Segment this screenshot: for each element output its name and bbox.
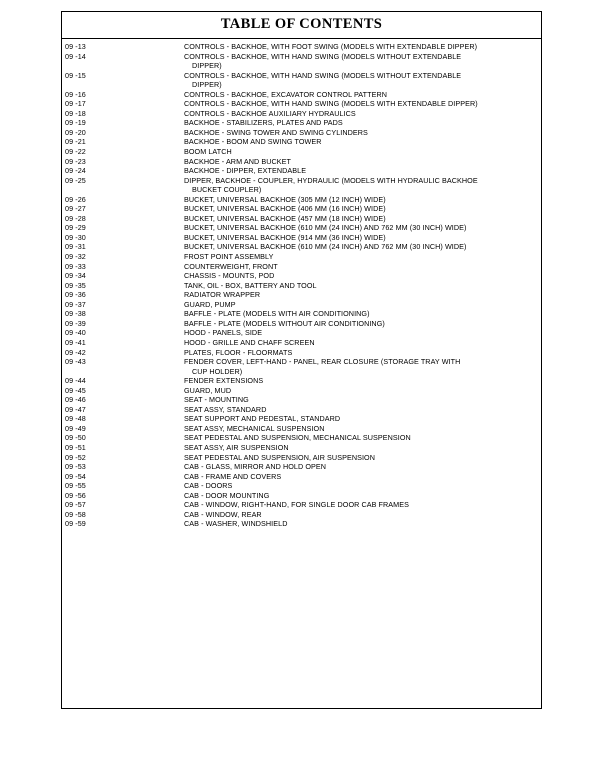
toc-entry-description: [184, 519, 541, 529]
toc-entry[interactable]: [62, 300, 541, 310]
toc-entry-number: 09 -31: [65, 242, 86, 252]
toc-entry-number: 09 -59: [65, 519, 86, 529]
toc-entry-description: [184, 300, 541, 310]
toc-entry-number: 09 -16: [65, 89, 86, 99]
toc-entry-description-line: SEAT SUPPORT AND PEDESTAL, STANDARD: [184, 414, 341, 424]
toc-entry-number: 09 -40: [65, 328, 86, 338]
toc-entry-number: 09 -49: [65, 423, 86, 433]
toc-entry-description: [184, 147, 541, 157]
toc-entry[interactable]: [62, 118, 541, 128]
toc-entry-description: [184, 357, 541, 376]
toc-entry[interactable]: [62, 223, 541, 233]
toc-entry[interactable]: [62, 357, 541, 376]
toc-entry[interactable]: [62, 472, 541, 482]
toc-entry-description-line: BUCKET, UNIVERSAL BACKHOE (305 MM (12 INCH) WIDE): [184, 194, 386, 204]
toc-entry[interactable]: [62, 204, 541, 214]
toc-entry-description-line: SEAT - MOUNTING: [184, 395, 249, 405]
toc-entry[interactable]: [62, 309, 541, 319]
toc-entry-number: 09 -26: [65, 194, 86, 204]
toc-entry-description: [184, 109, 541, 119]
toc-entry-description: [184, 90, 541, 100]
toc-entry-description: [184, 166, 541, 176]
toc-entry[interactable]: [62, 252, 541, 262]
toc-entry-description-continuation: BUCKET COUPLER): [192, 185, 262, 195]
toc-entry-number: 09 -23: [65, 156, 86, 166]
toc-entry-number: 09 -50: [65, 433, 86, 443]
toc-entry-description: [184, 242, 541, 252]
toc-entry-description-line: HOOD - GRILLE AND CHAFF SCREEN: [184, 337, 315, 347]
toc-entry-description: [184, 204, 541, 214]
toc-entry-description-line: CAB - DOORS: [184, 481, 233, 491]
toc-entry[interactable]: [62, 52, 541, 71]
toc-entry-description-line: HOOD - PANELS, SIDE: [184, 328, 263, 338]
toc-entry-description: [184, 214, 541, 224]
toc-entry-description-line: BACKHOE - DIPPER, EXTENDABLE: [184, 166, 307, 176]
toc-entry-description: [184, 157, 541, 167]
toc-entry-description: [184, 453, 541, 463]
toc-entry-number: 09 -56: [65, 490, 86, 500]
toc-entry-description: [184, 481, 541, 491]
toc-entry-description-continuation: CUP HOLDER): [192, 366, 243, 376]
toc-entry-number: 09 -15: [65, 70, 86, 80]
toc-entry-description-line: BACKHOE - BOOM AND SWING TOWER: [184, 137, 322, 147]
table-of-contents-list: [62, 42, 541, 529]
toc-entry[interactable]: [62, 433, 541, 443]
toc-entry-number: 09 -45: [65, 385, 86, 395]
toc-entry[interactable]: [62, 290, 541, 300]
toc-entry[interactable]: [62, 109, 541, 119]
page-title: TABLE OF CONTENTS: [220, 16, 383, 32]
toc-entry-number: 09 -24: [65, 166, 86, 176]
toc-entry-description-line: SEAT ASSY, AIR SUSPENSION: [184, 442, 289, 452]
toc-entry-description-line: FENDER COVER, LEFT-HAND - PANEL, REAR CLOSURE (STORAGE TRAY WITH: [184, 357, 461, 367]
toc-entry-description-line: CONTROLS - BACKHOE, WITH FOOT SWING (MODELS WITH EXTENDABLE DIPPER): [184, 42, 478, 51]
toc-entry-number: 09 -14: [65, 51, 86, 61]
toc-entry[interactable]: [62, 453, 541, 463]
toc-entry[interactable]: [62, 319, 541, 329]
toc-entry-description: [184, 281, 541, 291]
toc-entry-number: 09 -37: [65, 299, 86, 309]
toc-entry[interactable]: [62, 42, 541, 52]
toc-entry-description-line: PLATES, FLOOR - FLOORMATS: [184, 347, 293, 357]
toc-entry-description-line: BUCKET, UNIVERSAL BACKHOE (610 MM (24 INCH) AND 762 MM (30 INCH) WIDE): [184, 223, 467, 233]
toc-entry-number: 09 -32: [65, 252, 86, 262]
toc-entry-number: 09 -29: [65, 223, 86, 233]
toc-entry-number: 09 -20: [65, 127, 86, 137]
toc-entry-description: [184, 462, 541, 472]
toc-entry-description: [184, 223, 541, 233]
toc-entry-description: [184, 472, 541, 482]
toc-entry-number: 09 -58: [65, 509, 86, 519]
toc-entry-description: [184, 252, 541, 262]
toc-entry-description-line: CAB - DOOR MOUNTING: [184, 490, 270, 500]
toc-entry-number: 09 -18: [65, 108, 86, 118]
toc-entry[interactable]: [62, 462, 541, 472]
toc-entry[interactable]: [62, 376, 541, 386]
toc-entry-description-line: CONTROLS - BACKHOE, WITH HAND SWING (MODELS WITH EXTENDABLE DIPPER): [184, 99, 478, 109]
toc-entry-description-line: COUNTERWEIGHT, FRONT: [184, 261, 278, 271]
toc-entry-description-line: CONTROLS - BACKHOE, WITH HAND SWING (MODELS WITHOUT EXTENDABLE: [184, 51, 462, 61]
toc-entry-description: [184, 386, 541, 396]
toc-entry-number: 09 -21: [65, 137, 86, 147]
toc-entry-description: [184, 424, 541, 434]
toc-entry-description-line: SEAT PEDESTAL AND SUSPENSION, AIR SUSPENSION: [184, 452, 375, 462]
toc-entry[interactable]: [62, 147, 541, 157]
toc-entry-description-line: CONTROLS - BACKHOE, EXCAVATOR CONTROL PATTERN: [184, 89, 388, 99]
toc-entry-description-line: CHASSIS - MOUNTS, POD: [184, 271, 275, 281]
toc-entry-description-line: CAB - GLASS, MIRROR AND HOLD OPEN: [184, 462, 327, 472]
toc-entry-description: [184, 414, 541, 424]
toc-entry-description-line: BOOM LATCH: [184, 147, 232, 157]
toc-entry[interactable]: [62, 491, 541, 501]
toc-entry-description-line: CONTROLS - BACKHOE, WITH HAND SWING (MODELS WITHOUT EXTENDABLE: [184, 70, 462, 80]
toc-entry[interactable]: [62, 128, 541, 138]
toc-entry-description: [184, 195, 541, 205]
toc-entry-number: 09 -17: [65, 99, 86, 109]
toc-entry-number: 09 -52: [65, 452, 86, 462]
toc-entry-number: 09 -57: [65, 500, 86, 510]
toc-entry-description: [184, 137, 541, 147]
toc-entry-number: 09 -33: [65, 261, 86, 271]
toc-entry-description: [184, 118, 541, 128]
toc-entry-description-line: BACKHOE - ARM AND BUCKET: [184, 156, 291, 166]
toc-entry-number: 09 -25: [65, 175, 86, 185]
toc-entry-description: [184, 395, 541, 405]
toc-entry-description-line: SEAT PEDESTAL AND SUSPENSION, MECHANICAL SUSPENSION: [184, 433, 411, 443]
toc-entry-description-line: BACKHOE - STABILIZERS, PLATES AND PADS: [184, 118, 343, 128]
toc-entry-description-line: BAFFLE - PLATE (MODELS WITHOUT AIR CONDITIONING): [184, 318, 385, 328]
toc-entry[interactable]: [62, 395, 541, 405]
toc-entry[interactable]: [62, 271, 541, 281]
toc-entry-number: 09 -36: [65, 290, 86, 300]
toc-entry-description-line: BUCKET, UNIVERSAL BACKHOE (610 MM (24 INCH) AND 762 MM (30 INCH) WIDE): [184, 242, 467, 252]
toc-entry[interactable]: [62, 214, 541, 224]
toc-entry[interactable]: [62, 71, 541, 90]
toc-entry-description-continuation: DIPPER): [192, 61, 222, 71]
toc-entry[interactable]: [62, 166, 541, 176]
toc-entry-description: [184, 128, 541, 138]
toc-entry[interactable]: [62, 386, 541, 396]
toc-entry-number: 09 -46: [65, 395, 86, 405]
toc-entry-description: [184, 262, 541, 272]
toc-entry-description-line: TANK, OIL - BOX, BATTERY AND TOOL: [184, 280, 317, 290]
toc-entry-number: 09 -53: [65, 462, 86, 472]
toc-entry-description-line: GUARD, MUD: [184, 385, 232, 395]
toc-entry-number: 09 -13: [65, 42, 86, 51]
toc-entry-number: 09 -30: [65, 232, 86, 242]
toc-entry-number: 09 -55: [65, 481, 86, 491]
toc-entry[interactable]: [62, 500, 541, 510]
toc-entry[interactable]: [62, 405, 541, 415]
toc-entry[interactable]: [62, 195, 541, 205]
toc-entry[interactable]: [62, 176, 541, 195]
toc-entry-number: 09 -41: [65, 337, 86, 347]
toc-entry-number: 09 -42: [65, 347, 86, 357]
toc-entry-description: [184, 491, 541, 501]
toc-entry-description: [184, 500, 541, 510]
toc-entry[interactable]: [62, 443, 541, 453]
toc-entry-description-line: RADIATOR WRAPPER: [184, 290, 261, 300]
toc-entry-description: [184, 338, 541, 348]
toc-entry-number: 09 -35: [65, 280, 86, 290]
toc-entry-description-line: CAB - FRAME AND COVERS: [184, 471, 282, 481]
toc-entry-description: [184, 309, 541, 319]
toc-entry-number: 09 -27: [65, 204, 86, 214]
toc-entry-description-line: FENDER EXTENSIONS: [184, 376, 264, 386]
toc-entry[interactable]: [62, 348, 541, 358]
toc-entry[interactable]: [62, 510, 541, 520]
toc-entry-description: [184, 405, 541, 415]
toc-entry[interactable]: [62, 328, 541, 338]
toc-entry-description-line: CAB - WINDOW, RIGHT-HAND, FOR SINGLE DOOR CAB FRAMES: [184, 500, 409, 510]
toc-entry-description: [184, 233, 541, 243]
toc-entry-description: [184, 52, 541, 71]
toc-entry[interactable]: [62, 519, 541, 529]
toc-entry-description: [184, 290, 541, 300]
toc-entry[interactable]: [62, 90, 541, 100]
toc-entry-description-line: BACKHOE - SWING TOWER AND SWING CYLINDERS: [184, 127, 368, 137]
toc-entry-description: [184, 99, 541, 109]
toc-entry-number: 09 -22: [65, 147, 86, 157]
toc-entry-description-line: BUCKET, UNIVERSAL BACKHOE (406 MM (16 INCH) WIDE): [184, 204, 386, 214]
toc-entry[interactable]: [62, 157, 541, 167]
toc-entry-number: 09 -44: [65, 376, 86, 386]
toc-entry-description: [184, 271, 541, 281]
toc-entry-number: 09 -48: [65, 414, 86, 424]
toc-entry-description-continuation: DIPPER): [192, 80, 222, 90]
toc-entry-description: [184, 328, 541, 338]
toc-entry[interactable]: [62, 242, 541, 252]
toc-entry-number: 09 -38: [65, 309, 86, 319]
toc-entry-description-line: CAB - WASHER, WINDSHIELD: [184, 519, 288, 529]
toc-entry-description-line: BUCKET, UNIVERSAL BACKHOE (914 MM (36 INCH) WIDE): [184, 232, 386, 242]
toc-entry-description-line: DIPPER, BACKHOE - COUPLER, HYDRAULIC (MODELS WITH HYDRAULIC BACKHOE: [184, 175, 478, 185]
toc-entry[interactable]: [62, 338, 541, 348]
toc-entry-description-line: CONTROLS - BACKHOE AUXILIARY HYDRAULICS: [184, 108, 356, 118]
toc-entry-description: [184, 443, 541, 453]
toc-entry-description-line: BAFFLE - PLATE (MODELS WITH AIR CONDITIONING): [184, 309, 370, 319]
toc-entry[interactable]: [62, 481, 541, 491]
toc-entry[interactable]: [62, 281, 541, 291]
toc-entry-number: 09 -43: [65, 357, 86, 367]
title-block: [61, 11, 542, 39]
toc-entry-number: 09 -28: [65, 213, 86, 223]
toc-entry-description-line: SEAT ASSY, MECHANICAL SUSPENSION: [184, 423, 325, 433]
toc-entry-number: 09 -34: [65, 271, 86, 281]
toc-entry[interactable]: [62, 233, 541, 243]
toc-entry-number: 09 -19: [65, 118, 86, 128]
toc-entry-description: [184, 176, 541, 195]
toc-entry-description: [184, 319, 541, 329]
toc-entry-description-line: SEAT ASSY, STANDARD: [184, 404, 267, 414]
toc-entry[interactable]: [62, 424, 541, 434]
toc-entry-description-line: FROST POINT ASSEMBLY: [184, 252, 274, 262]
toc-entry[interactable]: [62, 414, 541, 424]
toc-entry-description: [184, 510, 541, 520]
toc-entry-number: 09 -47: [65, 404, 86, 414]
toc-entry-description-line: GUARD, PUMP: [184, 299, 236, 309]
toc-entry-description: [184, 42, 541, 52]
toc-entry-description-line: BUCKET, UNIVERSAL BACKHOE (457 MM (18 INCH) WIDE): [184, 213, 386, 223]
toc-entry-description: [184, 71, 541, 90]
toc-entry[interactable]: [62, 99, 541, 109]
toc-entry[interactable]: [62, 137, 541, 147]
toc-entry-description-line: CAB - WINDOW, REAR: [184, 509, 262, 519]
toc-entry-description: [184, 433, 541, 443]
toc-entry-number: 09 -39: [65, 318, 86, 328]
toc-entry[interactable]: [62, 262, 541, 272]
toc-entry-number: 09 -54: [65, 471, 86, 481]
toc-entry-description: [184, 348, 541, 358]
toc-entry-number: 09 -51: [65, 442, 86, 452]
toc-entry-description: [184, 376, 541, 386]
